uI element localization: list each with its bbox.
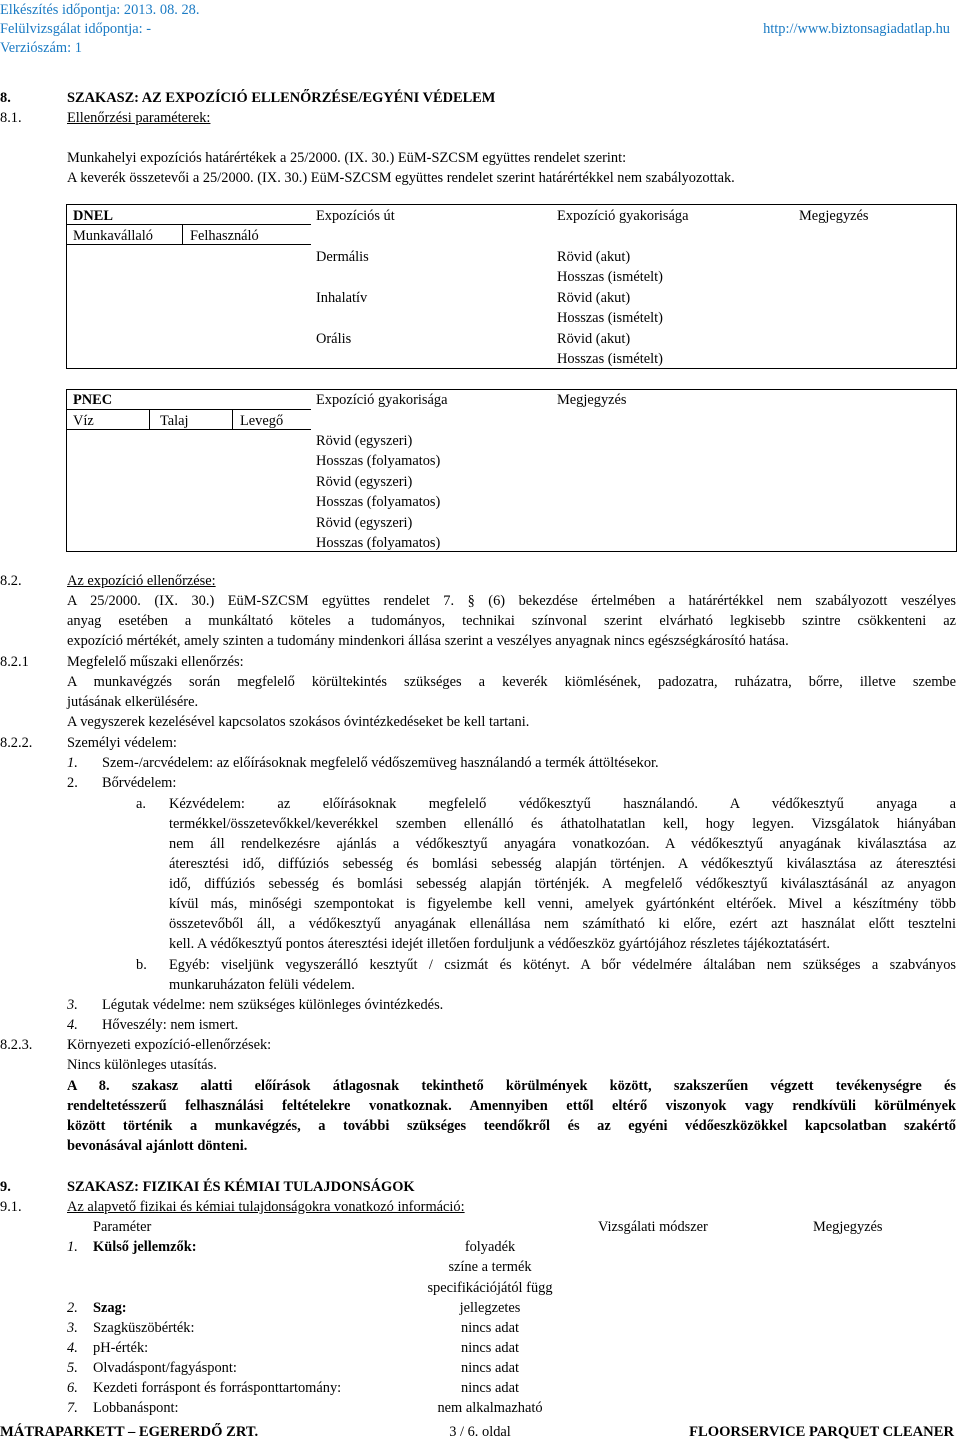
- pnec-water-long: Hosszas (folyamatos): [316, 453, 441, 469]
- section-8-number: 8.: [0, 90, 11, 106]
- dnel-worker-header: Munkavállaló: [73, 228, 153, 244]
- property-row-5-label: Olvadáspont/fagyáspont:: [93, 1360, 237, 1376]
- pnec-air-short: Rövid (egyszeri): [316, 515, 413, 531]
- hand-protection-line-2: termékkel/összetevőkkel/keverékkel szemben ellenálló és áthatolhatatlan kell, hogy legyen. Vizsgálatok hiányában: [169, 816, 956, 832]
- item-3-respiratory-protection: Légutak védelme: nem szükséges különleges óvintézkedés.: [102, 997, 444, 1013]
- section-9-title: SZAKASZ: FIZIKAI ÉS KÉMIAI TULAJDONSÁGOK: [67, 1179, 415, 1195]
- property-row-4-label: pH-érték:: [93, 1340, 149, 1356]
- section-8-2-2-title: Személyi védelem:: [67, 735, 177, 751]
- dnel-subheader-separator: [182, 224, 183, 244]
- property-row-1-value: folyadék: [464, 1239, 516, 1255]
- pnec-header: PNEC: [73, 392, 113, 408]
- pnec-soil-short: Rövid (egyszeri): [316, 474, 413, 490]
- website-link[interactable]: http://www.biztonsagiadatlap.hu: [763, 21, 950, 37]
- section-8-2-1-line-2: jutásának elkerülésére.: [67, 694, 199, 710]
- hand-protection-line-8: kell. A védőkesztyű pontos áteresztési idejét illetően forduljunk a védőeszköz gyártójához részletes tájékoztatásért.: [169, 936, 830, 952]
- property-row-7-number: 7.: [67, 1400, 78, 1416]
- section-8-2-1-number: 8.2.1: [0, 654, 29, 670]
- dnel-route-inhalation: Inhalatív: [316, 290, 368, 306]
- dnel-dermal-long: Hosszas (ismételt): [557, 269, 663, 285]
- property-row-1-value-line-2: színe a termék: [448, 1259, 532, 1275]
- dnel-user-header: Felhasználó: [190, 228, 259, 244]
- section-8-note-line-1: A 8. szakasz alatti előírások átlagosnak tekinthető körülmények között, szakszerűen végzett tevékenységre és: [67, 1078, 956, 1094]
- footer-page-number: 3 / 6. oldal: [449, 1424, 511, 1440]
- dnel-note-header: Megjegyzés: [799, 208, 869, 224]
- item-2-skin-protection: Bőrvédelem:: [102, 775, 177, 791]
- dnel-oral-long: Hosszas (ismételt): [557, 351, 663, 367]
- section-8-note-line-2: rendeltetésszerű felhasználási feltételekre vonatkoznak. Amennyiben ettől eltérő viszonyok vagy rendkívüli körülmények: [67, 1098, 956, 1114]
- property-row-4-value: nincs adat: [461, 1340, 519, 1356]
- section-8-2-title: Az expozíció ellenőrzése:: [67, 573, 216, 589]
- hand-protection-line-6: kívül más, minőségi szempontokat is figyelembe kell venni, amelyek gyártónként eltérőek. Mivel a készítmény több: [169, 896, 956, 912]
- section-8-2-1-line-1: A munkavégzés során megfelelő körültekintés szükséges a keverék kiömlésének, padozatra, ruházatra, bőrre, illetve szembe: [67, 674, 956, 690]
- section-8-1-number: 8.1.: [0, 110, 22, 126]
- test-method-header: Vizsgálati módszer: [598, 1219, 708, 1235]
- property-row-2-number: 2.: [67, 1300, 78, 1316]
- item-2-number: 2.: [67, 775, 78, 791]
- property-row-2-label: Szag:: [93, 1300, 127, 1316]
- item-1-eye-protection: Szem-/arcvédelem: az előírásoknak megfelelő védőszemüveg használandó a termék áttöltésekor.: [102, 755, 659, 771]
- hand-protection-line-5: idő, diffúziós sebesség és bomlási sebesség alapján történjék. A megfelelő védőkesztyű kiválasztásánál az anyagon: [169, 876, 956, 892]
- property-row-6-label: Kezdeti forráspont és forrásponttartomány:: [93, 1380, 342, 1396]
- property-row-5-number: 5.: [67, 1360, 78, 1376]
- property-row-7-label: Lobbanáspont:: [93, 1400, 179, 1416]
- other-protection-line-1: Egyéb: viseljünk vegyszerálló kesztyűt / csizmát és kötényt. A bőr védelmére általában nem szükséges a szabványos: [169, 957, 956, 973]
- dnel-route-dermal: Dermális: [316, 249, 369, 265]
- pnec-water-short: Rövid (egyszeri): [316, 433, 413, 449]
- pnec-table: [66, 389, 957, 552]
- section-9-number: 9.: [0, 1179, 11, 1195]
- property-row-3-label: Szagküszöbérték:: [93, 1320, 195, 1336]
- dnel-route-header: Expozíciós út: [316, 208, 395, 224]
- section-8-1-text-2: A keverék összetevői a 25/2000. (IX. 30.) EüM-SZCSM együttes rendelet szerint határértékkel nem szabályozottak.: [67, 170, 735, 186]
- dnel-inhalation-long: Hosszas (ismételt): [557, 310, 663, 326]
- hand-protection-line-7: összetevőből áll, a védőkesztyű anyagának ellenállása nem számítható ki előre, ezért azt használat előtt tesztelni: [169, 916, 956, 932]
- section-8-2-line-2: anyag esetében a munkáltató köteles a tudományos, technikai színvonal szerint elvárható legkisebb szintre csökkenteni az: [67, 613, 956, 629]
- section-8-1-text-1: Munkahelyi expozíciós határértékek a 25/2000. (IX. 30.) EüM-SZCSM együttes rendelet szerint:: [67, 150, 627, 166]
- dnel-dermal-short: Rövid (akut): [557, 249, 631, 265]
- item-a-letter: a.: [136, 796, 146, 812]
- hand-protection-line-4: áteresztési idő, diffúziós sebesség és bomlási sebesség alapján történjen. A védőkesztyű kiválasztása az áteresztési: [169, 856, 956, 872]
- section-8-note-line-4: bevonásával ajánlott dönteni.: [67, 1138, 248, 1154]
- section-8-title: SZAKASZ: AZ EXPOZÍCIÓ ELLENŐRZÉSE/EGYÉNI VÉDELEM: [67, 90, 496, 106]
- section-8-2-1-title: Megfelelő műszaki ellenőrzés:: [67, 654, 244, 670]
- item-1-number: 1.: [67, 755, 78, 771]
- section-8-note-line-3: között történik a munkavégzés, a további szükséges teendőkről és az egyéni védőeszközökkel kapcsolatban szakértő: [67, 1118, 956, 1134]
- footer-company: MÁTRAPARKETT – EGERERDŐ ZRT.: [0, 1424, 259, 1440]
- pnec-soil-header: Talaj: [160, 413, 189, 429]
- hand-protection-line-3: nem áll rendelkezésre ajánlás a védőkesztyű anyagára vonatkozóan. A védőkesztyű anyagának kiválasztása az: [169, 836, 956, 852]
- section-8-2-number: 8.2.: [0, 573, 22, 589]
- section-8-2-line-1: A 25/2000. (IX. 30.) EüM-SZCSM együttes rendelet 7. § (6) bekezdése értelmében a határértékkel nem szabályozott veszélyes: [67, 593, 956, 609]
- section-9-1-title: Az alapvető fizikai és kémiai tulajdonságokra vonatkozó információ:: [67, 1199, 465, 1215]
- property-row-3-value: nincs adat: [461, 1320, 519, 1336]
- section-8-2-3-title: Környezeti expozíció-ellenőrzések:: [67, 1037, 272, 1053]
- property-row-2-value: jellegzetes: [459, 1300, 521, 1316]
- property-row-6-number: 6.: [67, 1380, 78, 1396]
- property-row-3-number: 3.: [67, 1320, 78, 1336]
- section-8-2-3-number: 8.2.3.: [0, 1037, 33, 1053]
- item-3-number: 3.: [67, 997, 78, 1013]
- pnec-air-long: Hosszas (folyamatos): [316, 535, 441, 551]
- property-row-1-number: 1.: [67, 1239, 78, 1255]
- dnel-header: DNEL: [73, 208, 113, 224]
- property-row-6-value: nincs adat: [461, 1380, 519, 1396]
- property-row-1-value-line-3: specifikációjától függ: [427, 1280, 553, 1296]
- section-8-2-3-text: Nincs különleges utasítás.: [67, 1057, 217, 1073]
- footer-product: FLOORSERVICE PARQUET CLEANER: [689, 1424, 954, 1440]
- pnec-subheader-separator-2: [232, 409, 233, 429]
- dnel-route-oral: Orális: [316, 331, 352, 347]
- pnec-soil-long: Hosszas (folyamatos): [316, 494, 441, 510]
- revision-date: Felülvizsgálat időpontja: -: [0, 21, 152, 37]
- property-row-7-value: nem alkalmazható: [437, 1400, 543, 1416]
- pnec-air-header: Levegő: [240, 413, 284, 429]
- item-4-number: 4.: [67, 1017, 78, 1033]
- dnel-frequency-header: Expozíció gyakorisága: [557, 208, 689, 224]
- section-8-2-1-line-3: A vegyszerek kezelésével kapcsolatos szokásos óvintézkedéseket be kell tartani.: [67, 714, 530, 730]
- version-number: Verziószám: 1: [0, 40, 82, 56]
- property-row-4-number: 4.: [67, 1340, 78, 1356]
- parameter-header: Paraméter: [93, 1219, 152, 1235]
- pnec-frequency-header: Expozíció gyakorisága: [316, 392, 448, 408]
- created-date: Elkészítés időpontja: 2013. 08. 28.: [0, 2, 200, 18]
- other-protection-line-2: munkaruházaton felüli védelem.: [169, 977, 355, 993]
- pnec-water-header: Víz: [73, 413, 94, 429]
- dnel-inhalation-short: Rövid (akut): [557, 290, 631, 306]
- section-8-1-title: Ellenőrzési paraméterek:: [67, 110, 211, 126]
- hand-protection-line-1: Kézvédelem: az előírásoknak megfelelő védőkesztyű használandó. A védőkesztyű anyaga a: [169, 796, 956, 812]
- item-b-letter: b.: [136, 957, 147, 973]
- pnec-subheader-separator-1: [149, 409, 150, 429]
- pnec-note-header: Megjegyzés: [557, 392, 627, 408]
- dnel-oral-short: Rövid (akut): [557, 331, 631, 347]
- section-9-1-number: 9.1.: [0, 1199, 22, 1215]
- section-8-2-2-number: 8.2.2.: [0, 735, 33, 751]
- property-note-header: Megjegyzés: [813, 1219, 883, 1235]
- property-row-5-value: nincs adat: [461, 1360, 519, 1376]
- item-4-thermal-hazard: Hőveszély: nem ismert.: [102, 1017, 239, 1033]
- section-8-2-line-3: expozíció mértékét, amely szinten a tudomány mindenkori állása szerint a veszélyes anyagnak nincs egészségkárosító hatása.: [67, 633, 789, 649]
- property-row-1-label: Külső jellemzők:: [93, 1239, 197, 1255]
